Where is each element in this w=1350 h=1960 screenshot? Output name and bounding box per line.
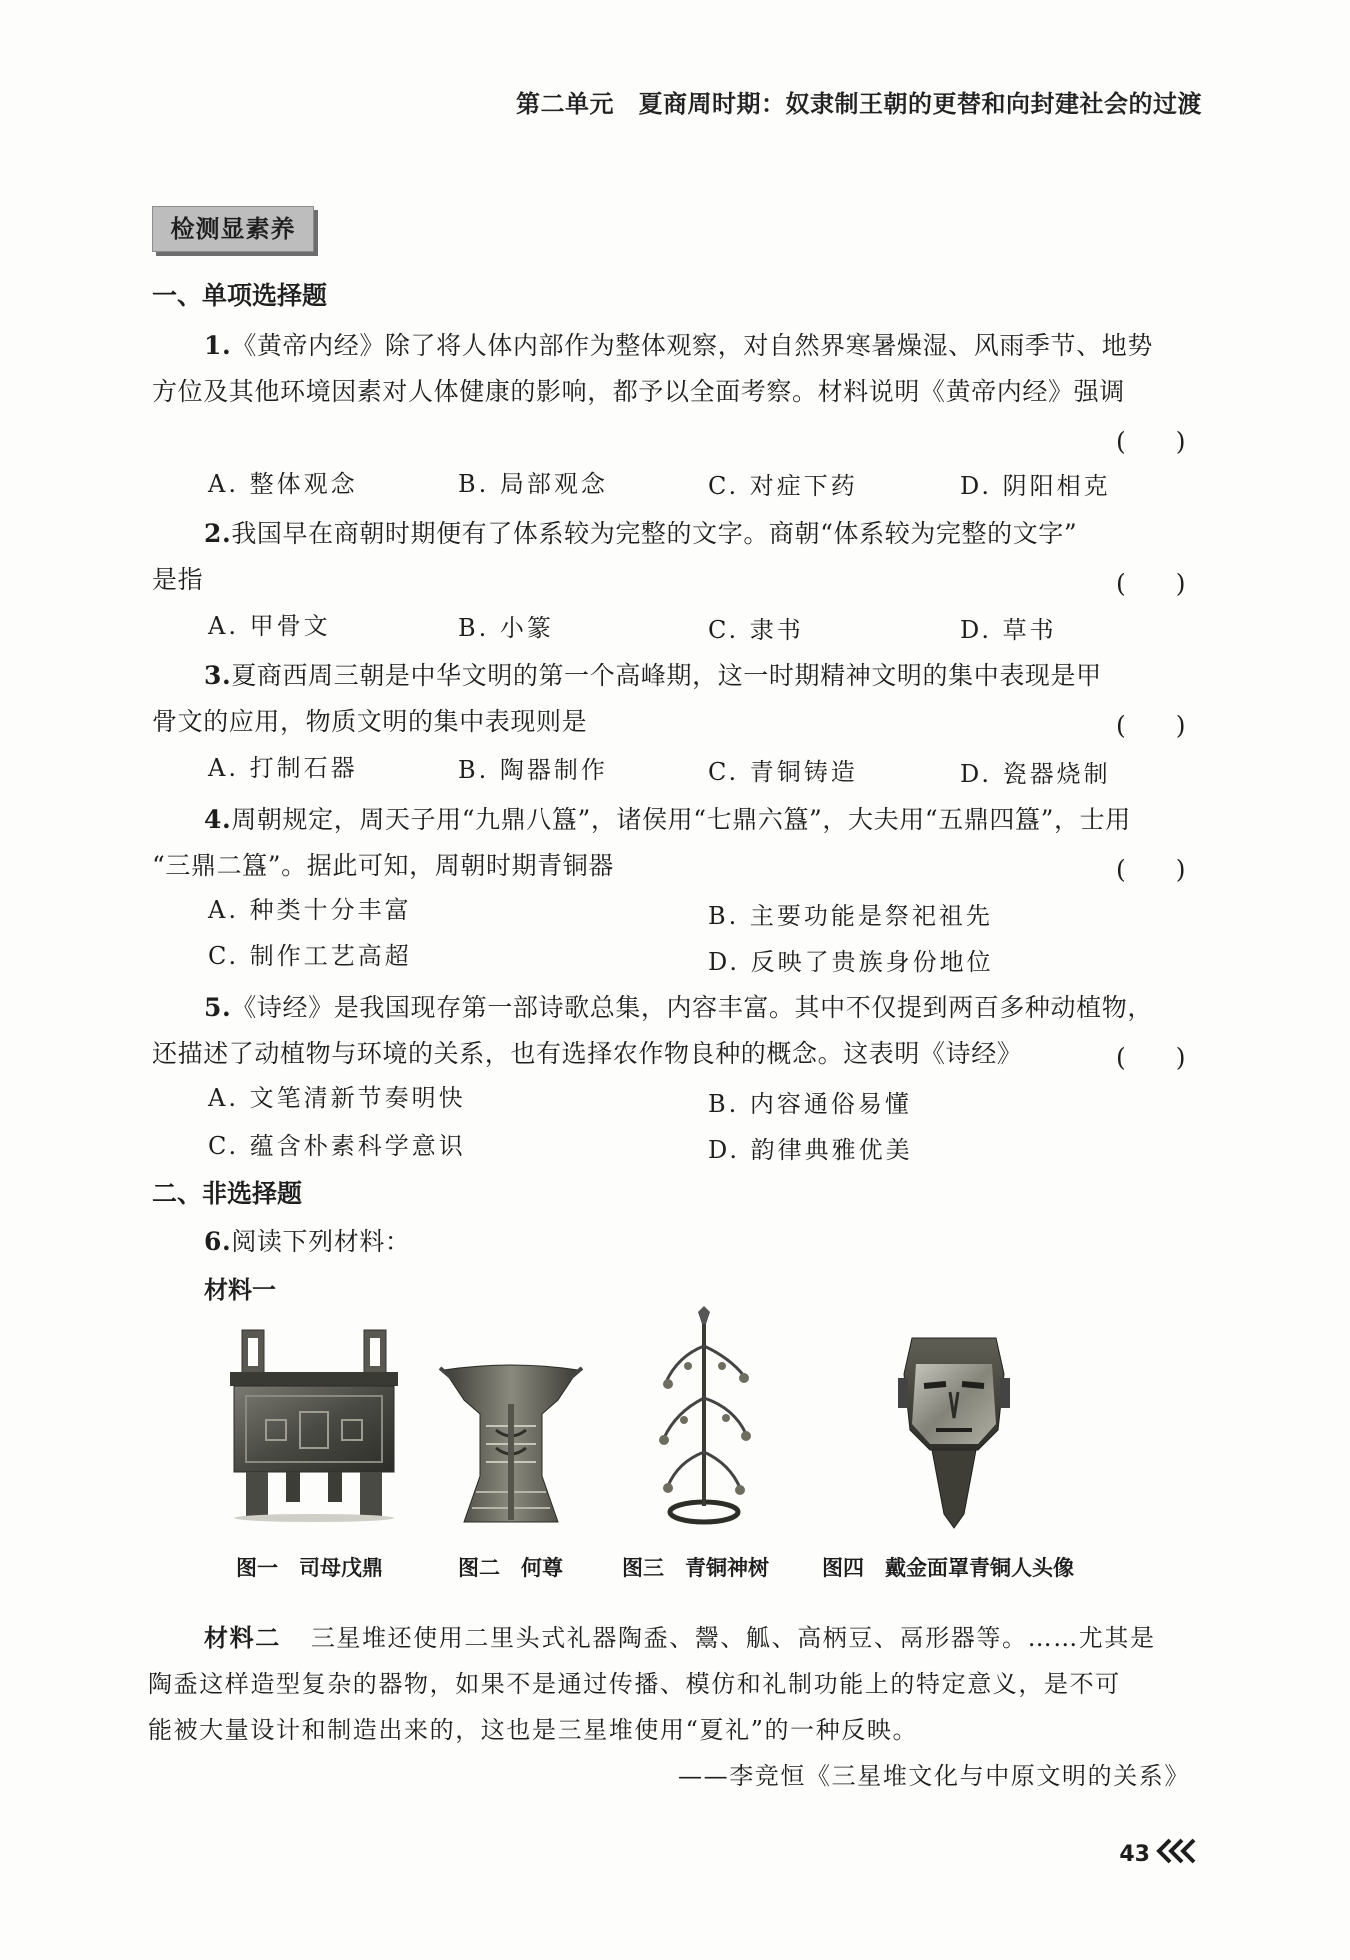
question-4-option-b[interactable]: B. 主要功能是祭祀祖先: [708, 902, 993, 930]
question-1-line-1: 1.《黄帝内经》除了将人体内部作为整体观察，对自然界寒暑燥湿、风雨季节、地势: [204, 331, 1153, 360]
question-3-option-b[interactable]: B. 陶器制作: [458, 756, 608, 784]
material-two-line-3: 能被大量设计和制造出来的，这也是三星堆使用“夏礼”的一种反映。: [148, 1716, 919, 1744]
material-two-line-1: 材料二 三星堆还使用二里头式礼器陶盉、鬶、觚、高柄豆、鬲形器等。……尤其是: [204, 1624, 1156, 1652]
question-2-option-b[interactable]: B. 小篆: [458, 614, 554, 642]
question-1-option-d[interactable]: D. 阴阳相克: [960, 472, 1111, 500]
question-4-answer-blank[interactable]: ( ): [1116, 855, 1186, 884]
question-3-option-a[interactable]: A. 打制石器: [208, 754, 358, 782]
figure-1-caption: 图一 司母戊鼎: [236, 1556, 383, 1580]
question-1-option-a[interactable]: A. 整体观念: [208, 470, 358, 498]
question-2-option-c[interactable]: C. 隶书: [708, 616, 804, 644]
part-one-heading: 一、单项选择题: [152, 281, 328, 310]
question-2-line-1: 2.我国早在商朝时期便有了体系较为完整的文字。商朝“体系较为完整的文字”: [204, 519, 1078, 548]
question-3-line-1: 3.夏商西周三朝是中华文明的第一个高峰期，这一时期精神文明的集中表现是甲: [204, 661, 1102, 690]
question-1-answer-blank[interactable]: ( ): [1116, 427, 1186, 456]
question-3-option-c[interactable]: C. 青铜铸造: [708, 758, 858, 786]
question-2-option-d[interactable]: D. 草书: [960, 616, 1057, 644]
page-header: 第二单元 夏商周时期：奴隶制王朝的更替和向封建社会的过渡: [516, 90, 1202, 118]
zun-vessel-icon: [438, 1364, 584, 1528]
question-3-option-d[interactable]: D. 瓷器烧制: [960, 760, 1111, 788]
figure-2-caption: 图二 何尊: [458, 1556, 563, 1580]
question-5-option-c[interactable]: C. 蕴含朴素科学意识: [208, 1132, 466, 1160]
figure-3-caption: 图三 青铜神树: [622, 1556, 769, 1580]
question-4-line-1: 4.周朝规定，周天子用“九鼎八簋”，诸侯用“七鼎六簋”，大夫用“五鼎四簋”，士用: [204, 805, 1131, 834]
question-5-option-d[interactable]: D. 韵律典雅优美: [708, 1136, 913, 1164]
question-4-option-d[interactable]: D. 反映了贵族身份地位: [708, 948, 994, 976]
question-3-answer-blank[interactable]: ( ): [1116, 711, 1186, 740]
question-5-answer-blank[interactable]: ( ): [1116, 1043, 1186, 1072]
question-2-option-a[interactable]: A. 甲骨文: [208, 612, 331, 640]
question-4-option-c[interactable]: C. 制作工艺高超: [208, 942, 412, 970]
question-1-option-b[interactable]: B. 局部观念: [458, 470, 608, 498]
bronze-tree-icon: [648, 1306, 756, 1526]
section-title-badge: 检测显素养: [152, 206, 314, 252]
ding-vessel-icon: [226, 1328, 402, 1524]
question-5-line-1: 5.《诗经》是我国现存第一部诗歌总集，内容丰富。其中不仅提到两百多种动植物，: [204, 993, 1153, 1022]
question-1-line-2: 方位及其他环境因素对人体健康的影响，都予以全面考察。材料说明《黄帝内经》强调: [152, 377, 1125, 406]
question-4-option-a[interactable]: A. 种类十分丰富: [208, 896, 412, 924]
question-3-line-2: 骨文的应用，物质文明的集中表现则是: [152, 707, 588, 736]
question-6-prompt: 6.阅读下列材料：: [204, 1227, 411, 1256]
bronze-head-icon: [898, 1334, 1010, 1530]
question-5-option-b[interactable]: B. 内容通俗易懂: [708, 1090, 912, 1118]
page-number: 43: [1119, 1842, 1150, 1867]
question-1-option-c[interactable]: C. 对症下药: [708, 472, 858, 500]
part-two-heading: 二、非选择题: [152, 1179, 303, 1208]
question-4-line-2: “三鼎二簋”。据此可知，周朝时期青铜器: [152, 851, 614, 880]
material-two-source: ——李竞恒《三星堆文化与中原文明的关系》: [678, 1762, 1190, 1790]
question-5-line-2: 还描述了动植物与环境的关系，也有选择农作物良种的概念。这表明《诗经》: [152, 1039, 1023, 1068]
question-5-option-a[interactable]: A. 文笔清新节奏明快: [208, 1084, 466, 1112]
material-two-line-2: 陶盉这样造型复杂的器物，如果不是通过传播、模仿和礼制功能上的特定意义，是不可: [148, 1670, 1121, 1698]
figure-4-caption: 图四 戴金面罩青铜人头像: [822, 1556, 1074, 1580]
question-2-line-2: 是指: [152, 565, 204, 594]
material-one-label: 材料一: [204, 1276, 276, 1304]
question-2-answer-blank[interactable]: ( ): [1116, 569, 1186, 598]
chevron-left-icon: [1156, 1838, 1200, 1864]
